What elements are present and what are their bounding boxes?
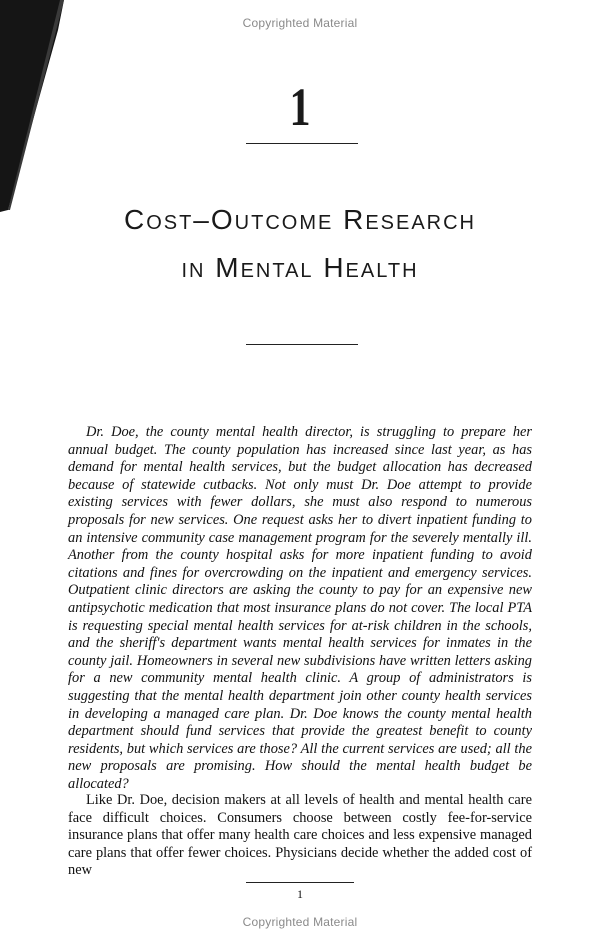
chapter-number: 1 <box>289 77 311 137</box>
title-divider <box>246 344 358 345</box>
copyright-watermark-top: Copyrighted Material <box>242 16 358 30</box>
chapter-title-line-2: in Mental Health <box>181 252 419 283</box>
chapter-title-line-1: Cost–Outcome Research <box>123 204 477 235</box>
top-divider <box>246 143 358 144</box>
footer-divider <box>246 882 354 883</box>
copyright-watermark-bottom: Copyrighted Material <box>242 915 358 929</box>
body-paragraph: Like Dr. Doe, decision makers at all levels of health and mental health care face difficult choices. Consumers choose between costly fee-for-service insurance plans that offer many health care choices and less expensive managed care plans that offer fewer choices. Physicians decide whether the added cost of new <box>68 792 532 879</box>
page-edge-shadow <box>0 0 70 215</box>
page-number: 1 <box>297 887 303 901</box>
case-vignette: Dr. Doe, the county mental health director, is struggling to prepare her annual budget. The county population has increased since last year, as has demand for mental health services, but the budget allocation has decreased because of statewide cutbacks. Not only must Dr. Doe attempt to provide existing services with fewer dollars, she must also respond to numerous proposals for new services. One request asks her to divert inpatient funding to an intensive community case management program for the severely mentally ill. Another from the county hospital asks for more inpatient funding to avoid citations and fines for overcrowding on the inpatient and emergency services. Outpatient clinic directors are asking the county to pay for an expensive new antipsychotic medication that most insurance plans do not cover. The local PTA is requesting special mental health services for at-risk children in the schools, and the sheriff's department wants mental health services for inmates in the county jail. Homeowners in several new subdivisions have written letters asking for a new community mental health clinic. A group of administrators is suggesting that the mental health department join other county health services in developing a managed care plan. Dr. Doe knows the county mental health department should fund services that provide the greatest benefit to county residents, but which services are those? All the current services are used; all the new proposals are promising. How should the mental health budget be allocated? <box>68 424 532 792</box>
